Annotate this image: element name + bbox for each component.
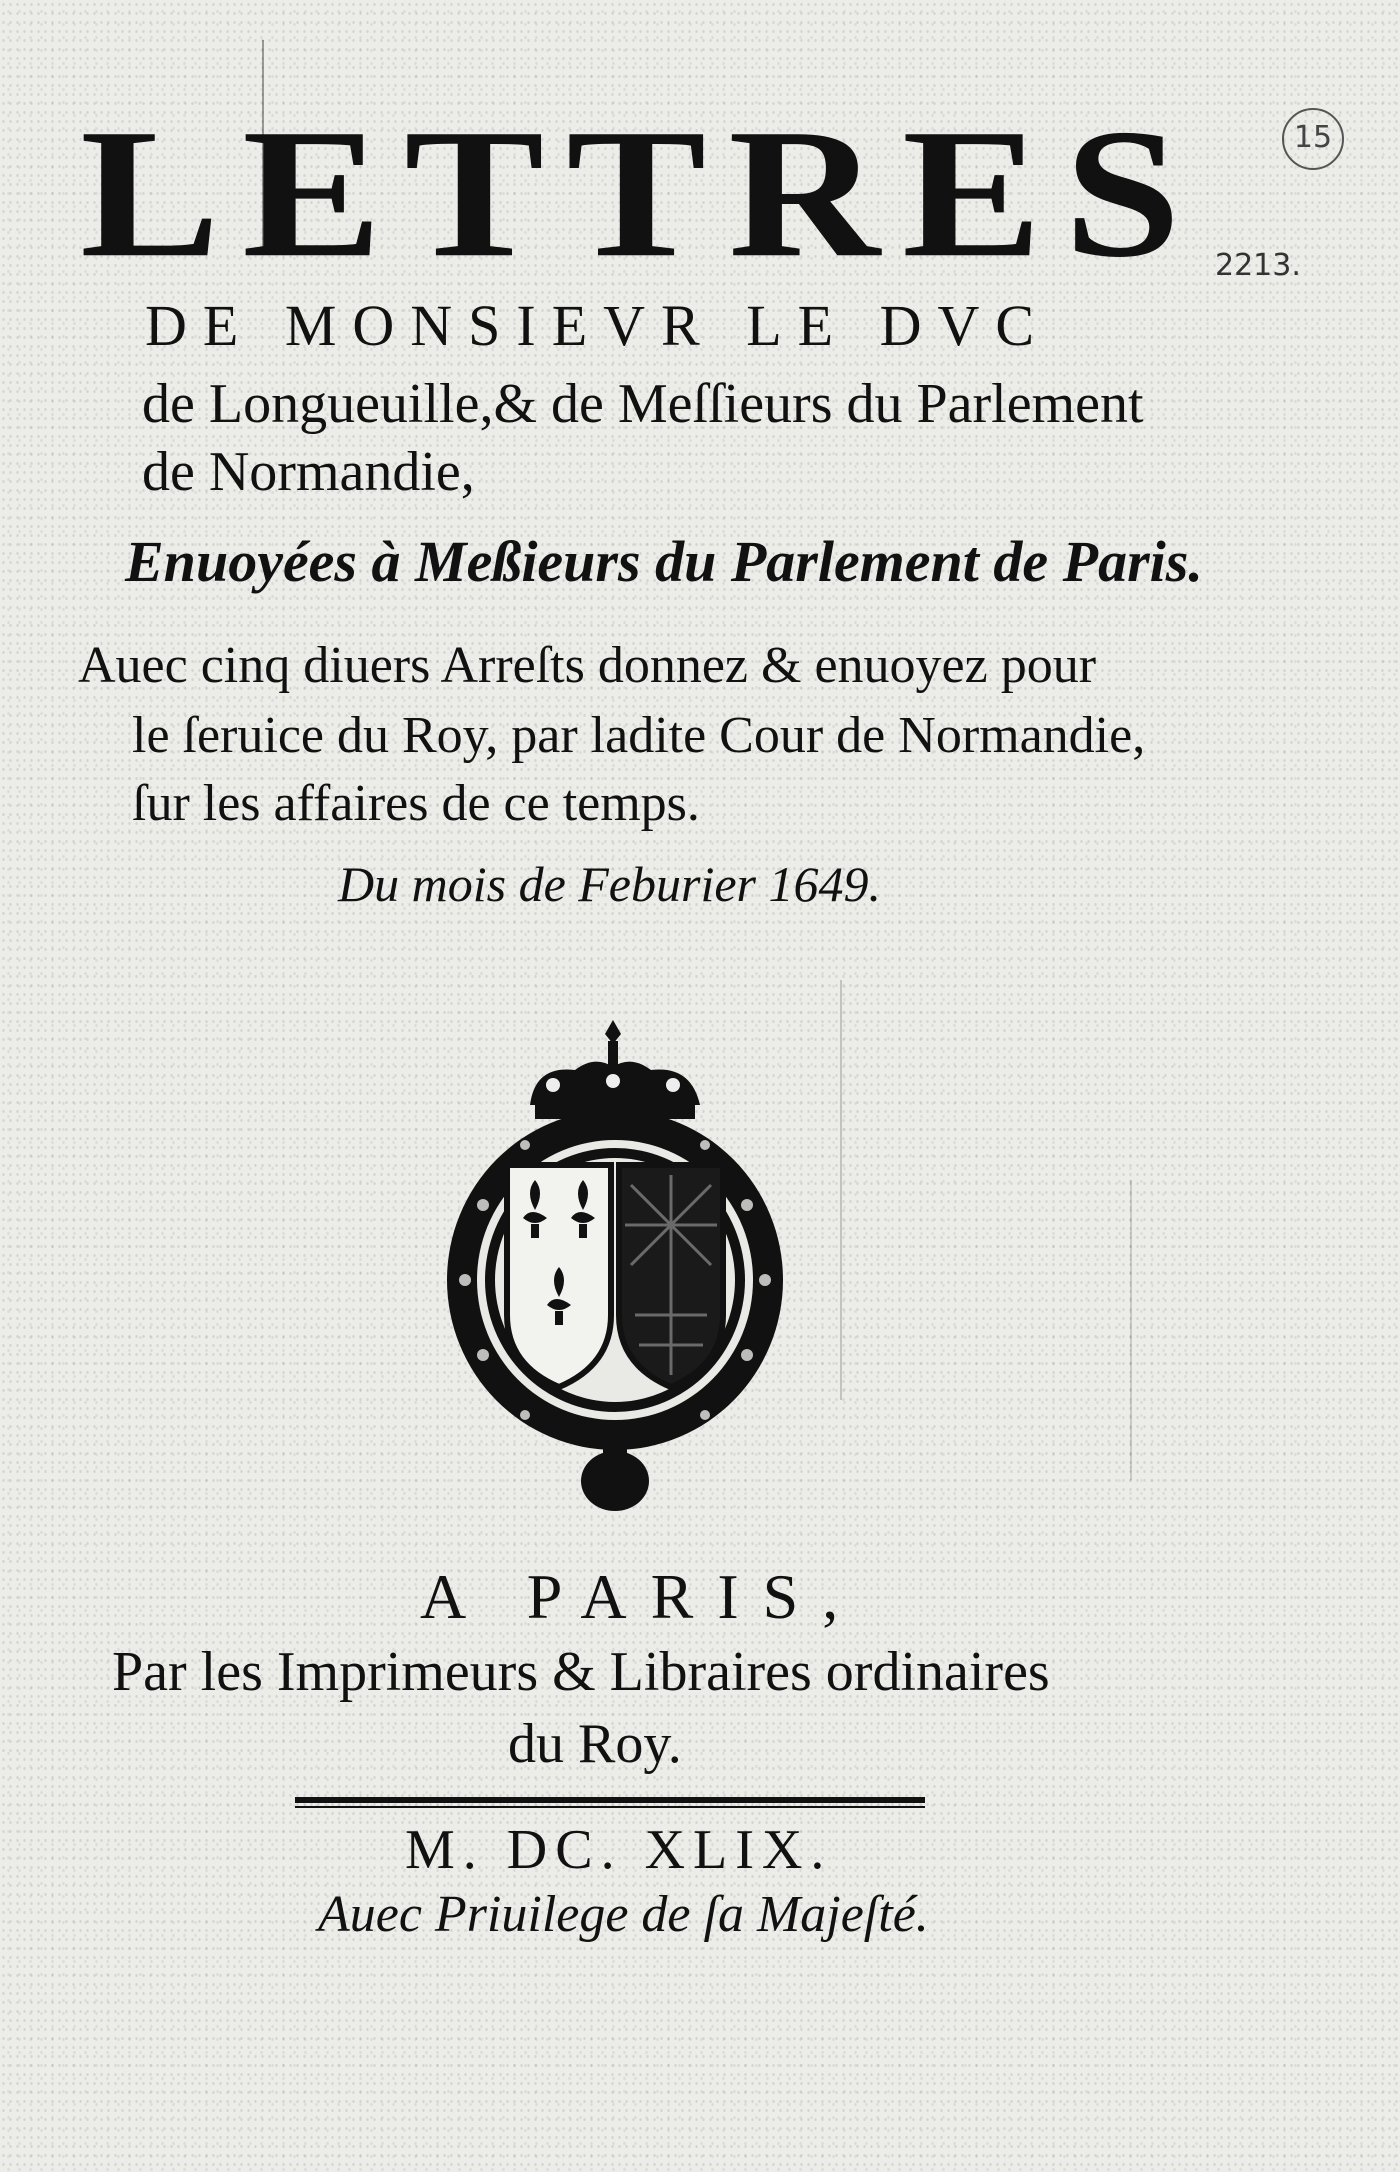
navarre-shield-icon xyxy=(619,1165,723,1387)
body-line-3: ſur les affaires de ce temps. xyxy=(132,775,700,832)
royal-privilege-line: Auec Priuilege de ſa Majeſté. xyxy=(318,1886,929,1943)
subtitle-line-3: de Normandie, xyxy=(142,441,475,503)
divider-rule-thin xyxy=(295,1806,925,1808)
scan-scratch xyxy=(1130,1180,1132,1480)
publication-year: M. DC. XLIX. xyxy=(405,1819,833,1881)
document-title: LETTRES xyxy=(80,91,1203,296)
france-shield-icon xyxy=(507,1165,611,1387)
subtitle-line-1: DE MONSIEVR LE DVC xyxy=(145,293,1051,358)
body-line-1: Auec cinq diuers Arreſts donnez & enuoyez pour xyxy=(78,637,1097,694)
imprint-printer-line-1: Par les Imprimeurs & Libraires ordinaires xyxy=(112,1641,1050,1703)
archive-stamp xyxy=(1282,108,1344,170)
divider-rule xyxy=(295,1797,925,1803)
imprint-city: A PARIS, xyxy=(420,1561,863,1632)
royal-coat-of-arms xyxy=(425,1015,805,1515)
body-line-2: le ſeruice du Roy, par ladite Cour de Normandie, xyxy=(132,707,1146,764)
imprint-printer-line-2: du Roy. xyxy=(508,1713,682,1775)
scan-scratch xyxy=(840,980,842,1400)
subtitle-line-2: de Longueuille,& de Meſſieurs du Parlement xyxy=(142,373,1144,435)
margin-number: 2213. xyxy=(1215,248,1301,283)
stamp-number: 15 xyxy=(1293,120,1333,155)
addressed-to-line: Enuoyées à Meßieurs du Parlement de Paris. xyxy=(125,529,1203,594)
crown-icon xyxy=(530,1020,700,1119)
date-line: Du mois de Feburier 1649. xyxy=(338,856,881,912)
